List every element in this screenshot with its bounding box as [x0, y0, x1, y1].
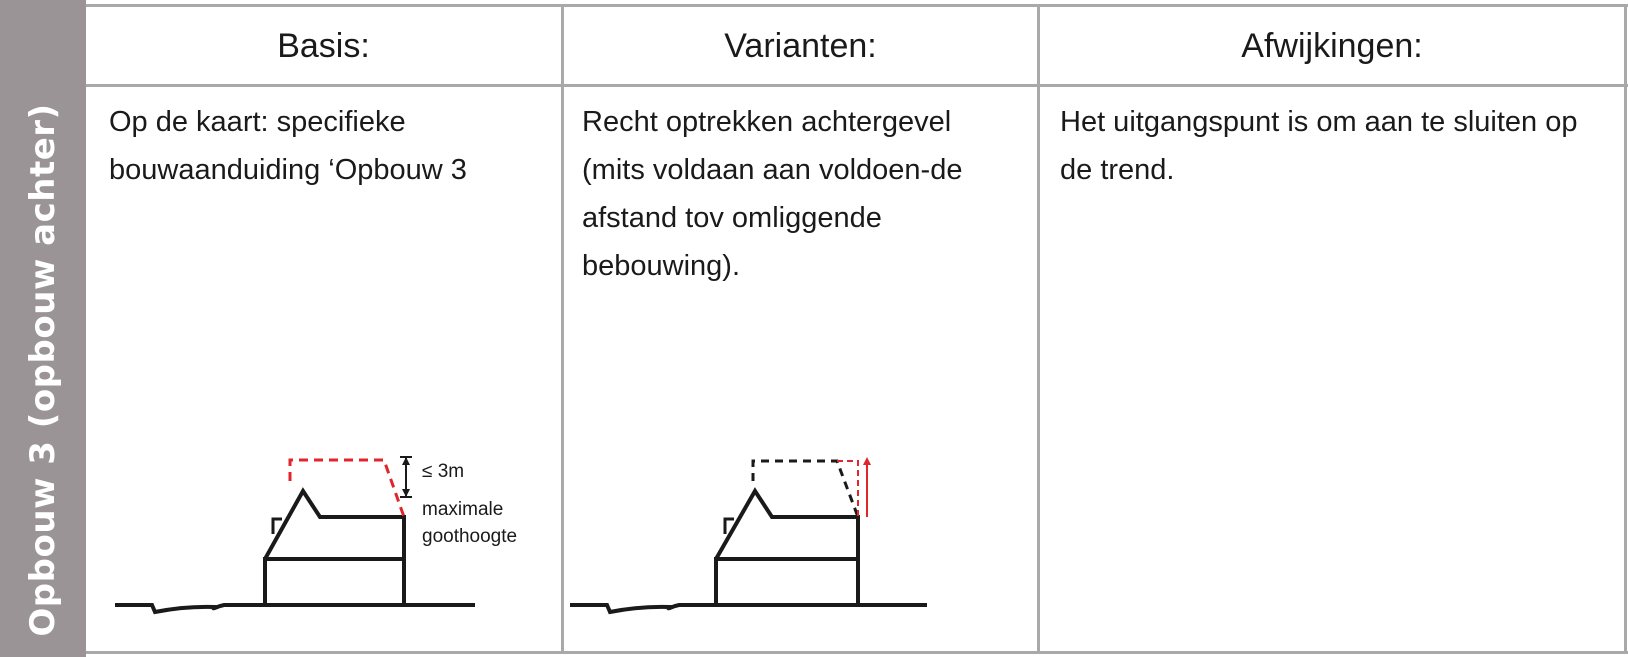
- dimension-label: ≤ 3m: [422, 461, 465, 482]
- header-afwijkingen: Afwijkingen:: [1241, 26, 1423, 65]
- dimension-arrow-down-icon: [402, 489, 410, 497]
- building-roof: [265, 491, 404, 605]
- building-roof: [716, 491, 858, 605]
- afwijkingen-text: Het uitgangspunt is om aan te sluiten op de trend.: [1060, 106, 1578, 186]
- varianten-text: Recht optrekken achtergevel (mits voldaan aan voldoen-de afstand tov omliggende bebouwing).: [582, 106, 963, 282]
- column-divider-1: [561, 4, 564, 654]
- table-bottom-border: [86, 651, 1628, 654]
- raise-arrow-up-icon: [863, 457, 871, 465]
- header-varianten: Varianten:: [724, 26, 877, 65]
- column-divider-2: [1037, 4, 1040, 654]
- row-label-bar: [0, 0, 86, 657]
- row-label: Opbouw 3 (opbouw achter): [23, 103, 63, 637]
- table-right-border: [1624, 4, 1627, 654]
- basis-text: Op de kaart: specifieke bouwaanduiding ‘Opbouw 3: [109, 106, 467, 186]
- basis-section-diagram: [110, 455, 560, 635]
- building-body: [265, 559, 404, 605]
- header-basis: Basis:: [277, 26, 370, 65]
- varianten-section-diagram: [565, 455, 945, 635]
- extension-outline: [290, 460, 404, 517]
- header-divider: [86, 84, 1628, 87]
- table-top-border: [86, 4, 1628, 7]
- dimension-caption-1: maximale: [422, 499, 504, 520]
- building-body: [716, 559, 858, 605]
- dimension-arrow-up-icon: [402, 457, 410, 465]
- dimension-caption-2: goothoogte: [422, 526, 518, 547]
